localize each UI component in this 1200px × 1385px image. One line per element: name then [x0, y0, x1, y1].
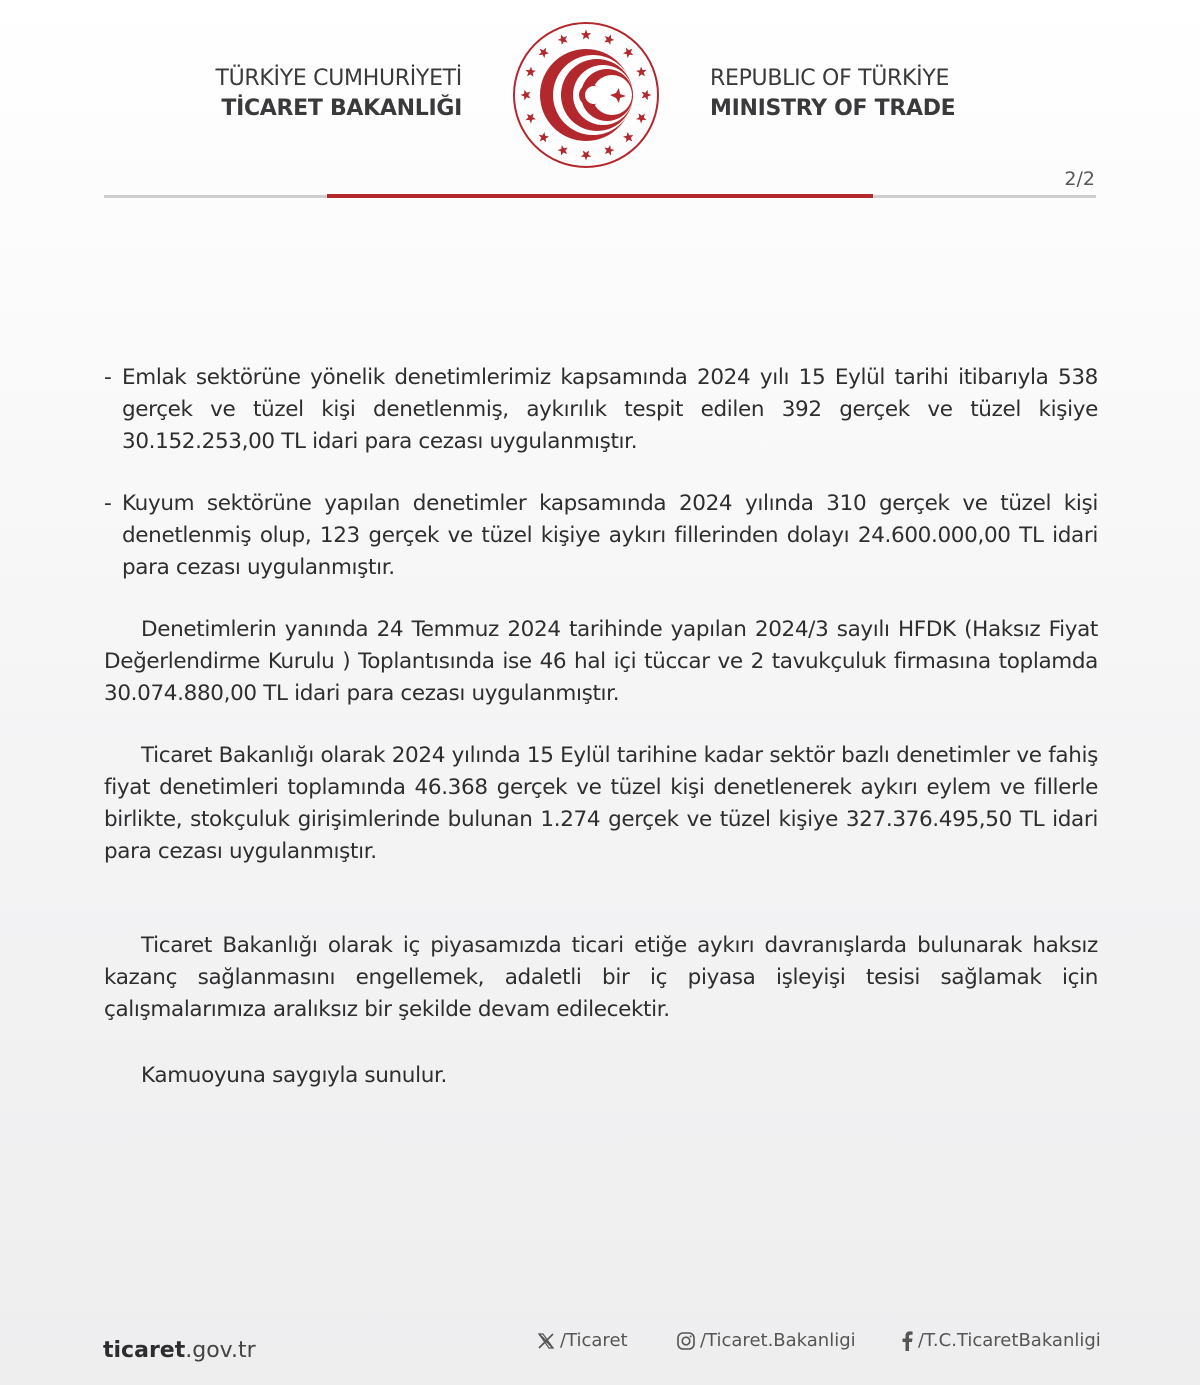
seal-star: [525, 113, 535, 123]
seal-star: [636, 113, 646, 123]
seal-star: [581, 30, 591, 40]
ministry-seal-logo: [511, 20, 661, 170]
instagram-handle: /Ticaret.Bakanligi: [700, 1330, 856, 1351]
x-icon: [536, 1331, 556, 1351]
seal-star: [558, 145, 568, 155]
x-social-link[interactable]: [536, 1330, 628, 1351]
bullet-real-estate: [104, 362, 1098, 458]
instagram-icon: [676, 1331, 696, 1351]
closing-line: Kamuoyuna saygıyla sunulur.: [141, 1063, 447, 1088]
letterhead-english: [710, 64, 955, 124]
letterhead-turkish: [215, 64, 462, 124]
letterhead: [0, 0, 1200, 200]
facebook-icon: [900, 1331, 914, 1351]
bullet-jewelry: [104, 488, 1098, 584]
header-divider-accent: [327, 194, 873, 198]
seal-star: [539, 132, 549, 142]
seal-star: [636, 67, 646, 77]
paragraph-commitment: Ticaret Bakanlığı olarak iç piyasamızda ticari etiğe aykırı davranışlarda bulunarak haksız kazanç sağlanmasını engellemek, adaletli bir iç piyasa işleyişi tesisi sağlamak için çalışmalarımıza aralıksız bir şekilde devam edilecektir.: [104, 933, 1098, 1022]
ministry-name-en: MINISTRY OF TRADE: [710, 96, 956, 121]
facebook-handle: /T.C.TicaretBakanligi: [918, 1330, 1101, 1351]
x-handle: /Ticaret: [560, 1330, 628, 1351]
website-bold: ticaret: [103, 1338, 186, 1363]
bullet-dash: -: [104, 365, 112, 390]
footer: [0, 1330, 1200, 1380]
bullet-text: Kuyum sektörüne yapılan denetimler kapsamında 2024 yılında 310 gerçek ve tüzel kişi denetlenmiş olup, 123 gerçek ve tüzel kişiye aykırı fillerinden dolayı 24.600.000,00 TL idari para cezası uygulanmıştır.: [122, 491, 1098, 580]
bullet-text: Emlak sektörüne yönelik denetimlerimiz kapsamında 2024 yılı 15 Eylül tarihi itibarıyla 538 gerçek ve tüzel kişi denetlenmiş, aykırılık tespit edilen 392 gerçek ve tüzel kişiye 30.152.253,00 TL idari para cezası uygulanmıştır.: [122, 365, 1098, 454]
seal-star: [623, 132, 633, 142]
ministry-name-tr: TİCARET BAKANLIĞI: [221, 96, 462, 121]
bullet-dash: -: [104, 491, 112, 516]
seal-star: [642, 90, 652, 100]
seal-star: [539, 48, 549, 58]
seal-star: [581, 151, 591, 161]
press-release-body: [104, 362, 1098, 1092]
page-number: 2/2: [1064, 168, 1095, 190]
paragraph-totals: Ticaret Bakanlığı olarak 2024 yılında 15 Eylül tarihine kadar sektör bazlı denetimler ve fahiş fiyat denetimleri toplamında 46.368 gerçek ve tüzel kişi denetlenerek aykırı eylem ve fillerle birlikte, stokçuluk girişimlerinde bulunan 1.274 gerçek ve tüzel kişiye 327.376.495,50 TL idari para cezası uygulanmıştır.: [104, 743, 1098, 864]
seal-star: [623, 48, 633, 58]
seal-star: [604, 34, 614, 44]
instagram-social-link[interactable]: [676, 1330, 856, 1351]
website-domain: .gov.tr: [185, 1338, 256, 1363]
website-link[interactable]: [103, 1338, 256, 1363]
paragraph-hfdk: Denetimlerin yanında 24 Temmuz 2024 tarihinde yapılan 2024/3 sayılı HFDK (Haksız Fiyat Değerlendirme Kurulu ) Toplantısında ise 46 hal içi tüccar ve 2 tavukçuluk firmasına toplamda 30.074.880,00 TL idari para cezası uygulanmıştır.: [104, 617, 1098, 706]
seal-star: [525, 67, 535, 77]
seal-star: [558, 34, 568, 44]
republic-name-tr: TÜRKİYE CUMHURİYETİ: [215, 66, 462, 91]
facebook-social-link[interactable]: [900, 1330, 1101, 1351]
republic-name-en: REPUBLIC OF TÜRKİYE: [710, 66, 950, 91]
seal-star: [521, 90, 531, 100]
seal-star: [604, 145, 614, 155]
